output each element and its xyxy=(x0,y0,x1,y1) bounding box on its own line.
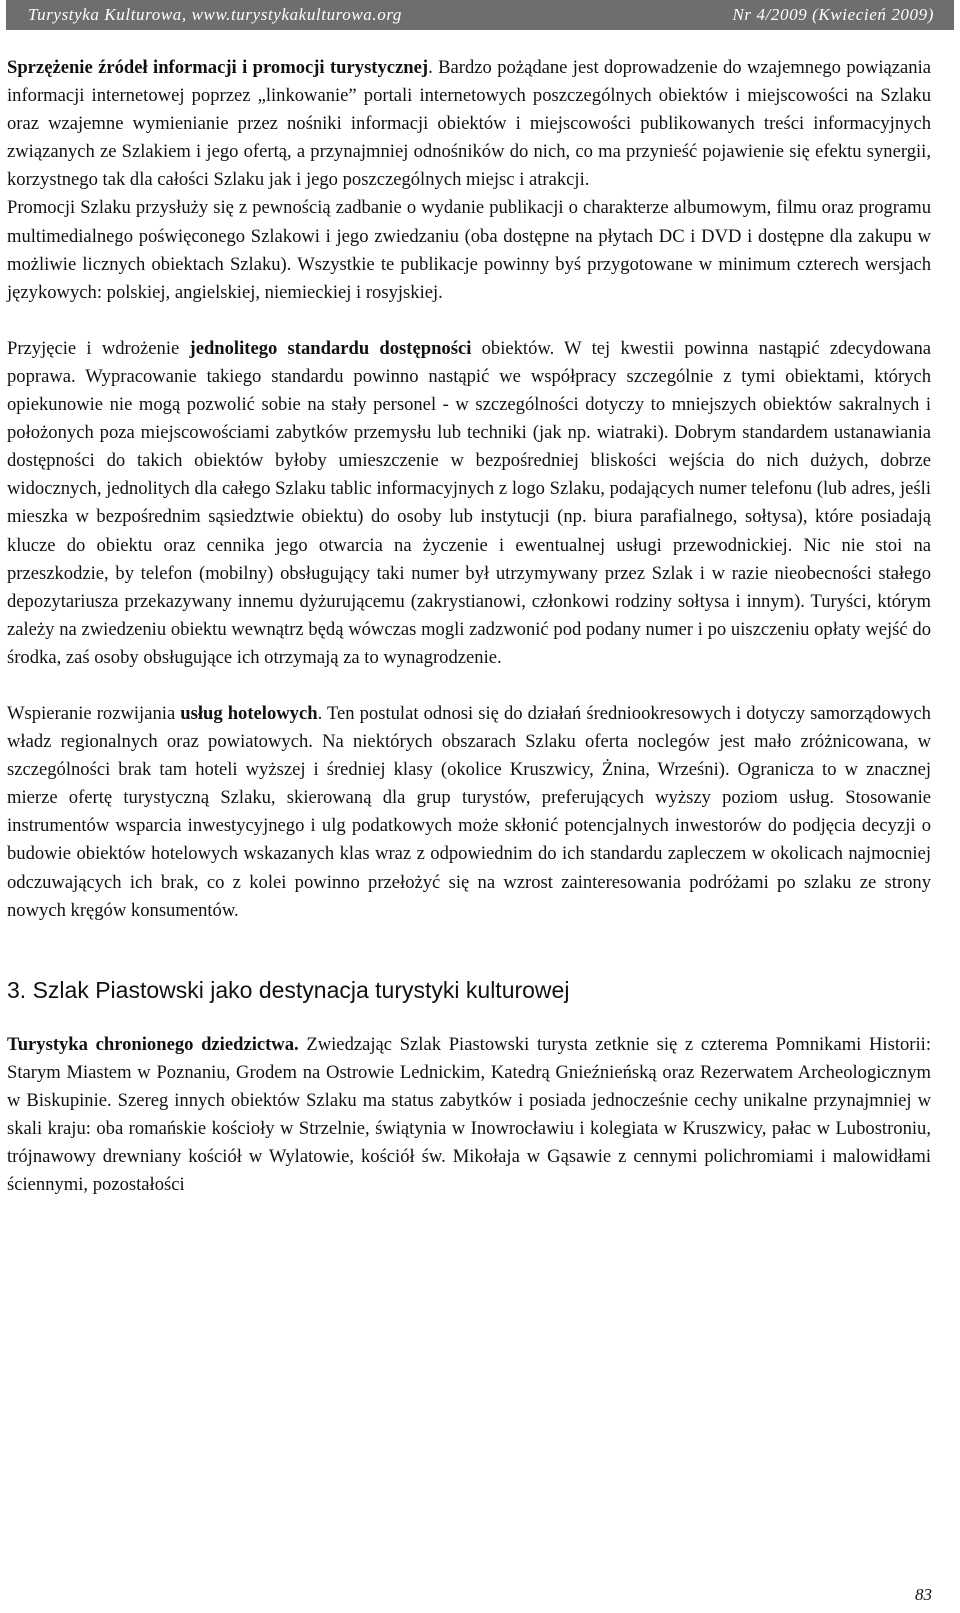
paragraph-bold-term: jednolitego standardu dostępności xyxy=(189,337,472,359)
paragraph-heritage-tourism xyxy=(7,1031,931,1200)
paragraph-text: . Ten postulat odnosi się do działań średniookresowych i dotyczy samorządowych władz regionalnych oraz powiatowych. Na niektórych obszarach Szlaku oferta noclegów jest mało zróżnicowana, w szczególności brak tam hoteli wyższej i średniej klasy (okolice Kruszwicy, Żnina, Wrześni). Ogranicza to w znacznej mierze ofertę turystyczną Szlaku, skierowaną dla grup turystów, preferujących wyższy poziom usług. Stosowanie instrumentów wsparcia inwestycyjnego i ulg podatkowych może skłonić potencjalnych inwestorów do podjęcia decyzji o budowie obiektów hotelowych wskazanych klas wraz z odpowiednim do ich standardu zapleczem w okolicach najmocniej odczuwających ich brak, co z kolei powinno przełożyć się na wzrost zainteresowania podróżami po szlaku ze strony nowych kręgów konsumentów. xyxy=(7,702,931,921)
paragraph-text: Promocji Szlaku przysłuży się z pewnością zadbanie o wydanie publikacji o charakterze albumowym, filmu oraz programu multimedialnego poświęconego Szlakowi i jego zwiedzaniu (oba dostępne na płytach DC i DVD i dostępne dla zakupu w możliwie licznych obiektach Szlaku). Wszystkie te publikacje powinny byś przygotowane w minimum czterech wersjach językowych: polskiej, angielskiej, niemieckiej i rosyjskiej. xyxy=(7,197,931,303)
paragraph-text: Wspieranie rozwijania xyxy=(7,702,181,724)
paragraph-bold-term: usług hotelowych xyxy=(180,702,318,724)
paragraph-text: Zwiedzając Szlak Piastowski turysta zetknie się z czterema Pomnikami Historii: Starym Miastem w Poznaniu, Grodem na Ostrowie Lednickim, Katedrą Gnieźnieńską oraz Rezerwatem Archeologicznym w Biskupinie. Szereg innych obiektów Szlaku ma status zabytków i posiada jednocześnie cechy unikalne przynajmniej w skali kraju: oba romańskie kościoły w Strzelnie, świątynia w Inowrocławiu i kolegiata w Kruszwicy, pałac w Lubostroniu, trójnawowy drewniany kościół w Wylatowie, kościół św. Mikołaja w Gąsawie z cennymi polichromiami i malowidłami ściennymi, pozostałości xyxy=(7,1033,931,1196)
paragraph-text: . Bardzo pożądane jest doprowadzenie do wzajemnego powiązania informacji internetowej poprzez „linkowanie” portali internetowych poszczególnych obiektów i miejscowości na Szlaku oraz wzajemne wymienianie przez nośniki informacji obiektów i miejscowości publikowanych treści informacyjnych związanych ze Szlakiem i jego ofertą, a przynajmniej odnośników do nich, co ma przynieść pojawienie się efektu synergii, korzystnego tak dla całości Szlaku jak i jego poszczególnych miejsc i atrakcji. xyxy=(7,57,931,191)
paragraph-text: Przyjęcie i wdrożenie xyxy=(7,337,190,359)
paragraph-accessibility-standard xyxy=(7,335,931,672)
journal-title: Turystyka Kulturowa, www.turystykakulturowa.org xyxy=(28,5,403,24)
running-header xyxy=(6,0,954,30)
paragraph-information-promotion xyxy=(7,54,931,194)
section-heading: 3. Szlak Piastowski jako destynacja turystyki kulturowej xyxy=(7,976,570,1003)
paragraph-text: obiektów. W tej kwestii powinna nastąpić zdecydowana poprawa. Wypracowanie takiego standardu powinno nastąpić we współpracy szczególnie z tymi obiektami, których opiekunowie nie mogą pozwolić sobie na stały personel - w szczególności dotyczy to mniejszych obiektów sakralnych i położonych poza miejscowościami zabytków przemysłu lub techniki (jak np. wiatraki). Dobrym standardem ustanawiania dostępności do takich obiektów byłoby umieszczenie w bezpośredniej bliskości wejścia do nich dużych, dobrze widocznych, jednolitych dla całego Szlaku tablic informacyjnych z logo Szlaku, podających numer telefonu (lub adres, jeśli mieszka w bezpośrednim sąsiedztwie obiektu) do osoby lub instytucji (np. biura parafialnego, sołtysa), które posiadają klucze do obiektu oraz cennika jego otwarcia na życzenie i ewentualnej usługi przewodnickiej. Nic nie stoi na przeszkodzie, by telefon (mobilny) obsługujący taki numer był utrzymywany przez Szlak i w razie nieobecności stałego depozytariusza przekazywany innemu dyżurującemu (zakrystianowi, członkowi rodziny sołtysa i innym). Turyści, którym zależy na zwiedzeniu obiektu wewnątrz będą wówczas mogli zadzwonić pod podany numer i po uiszczeniu opłaty wejść do środka, zaś osoby obsługujące ich otrzymają za to wynagrodzenie. xyxy=(7,337,932,668)
article-body xyxy=(7,54,931,1199)
page-number: 83 xyxy=(915,1585,932,1604)
paragraph-promotion-publications xyxy=(7,194,931,306)
paragraph-lead: Turystyka chronionego dziedzictwa. xyxy=(7,1033,299,1055)
issue-info: Nr 4/2009 (Kwiecień 2009) xyxy=(732,5,934,24)
paragraph-hotel-services xyxy=(7,700,931,925)
paragraph-lead: Sprzężenie źródeł informacji i promocji turystycznej xyxy=(7,57,429,78)
